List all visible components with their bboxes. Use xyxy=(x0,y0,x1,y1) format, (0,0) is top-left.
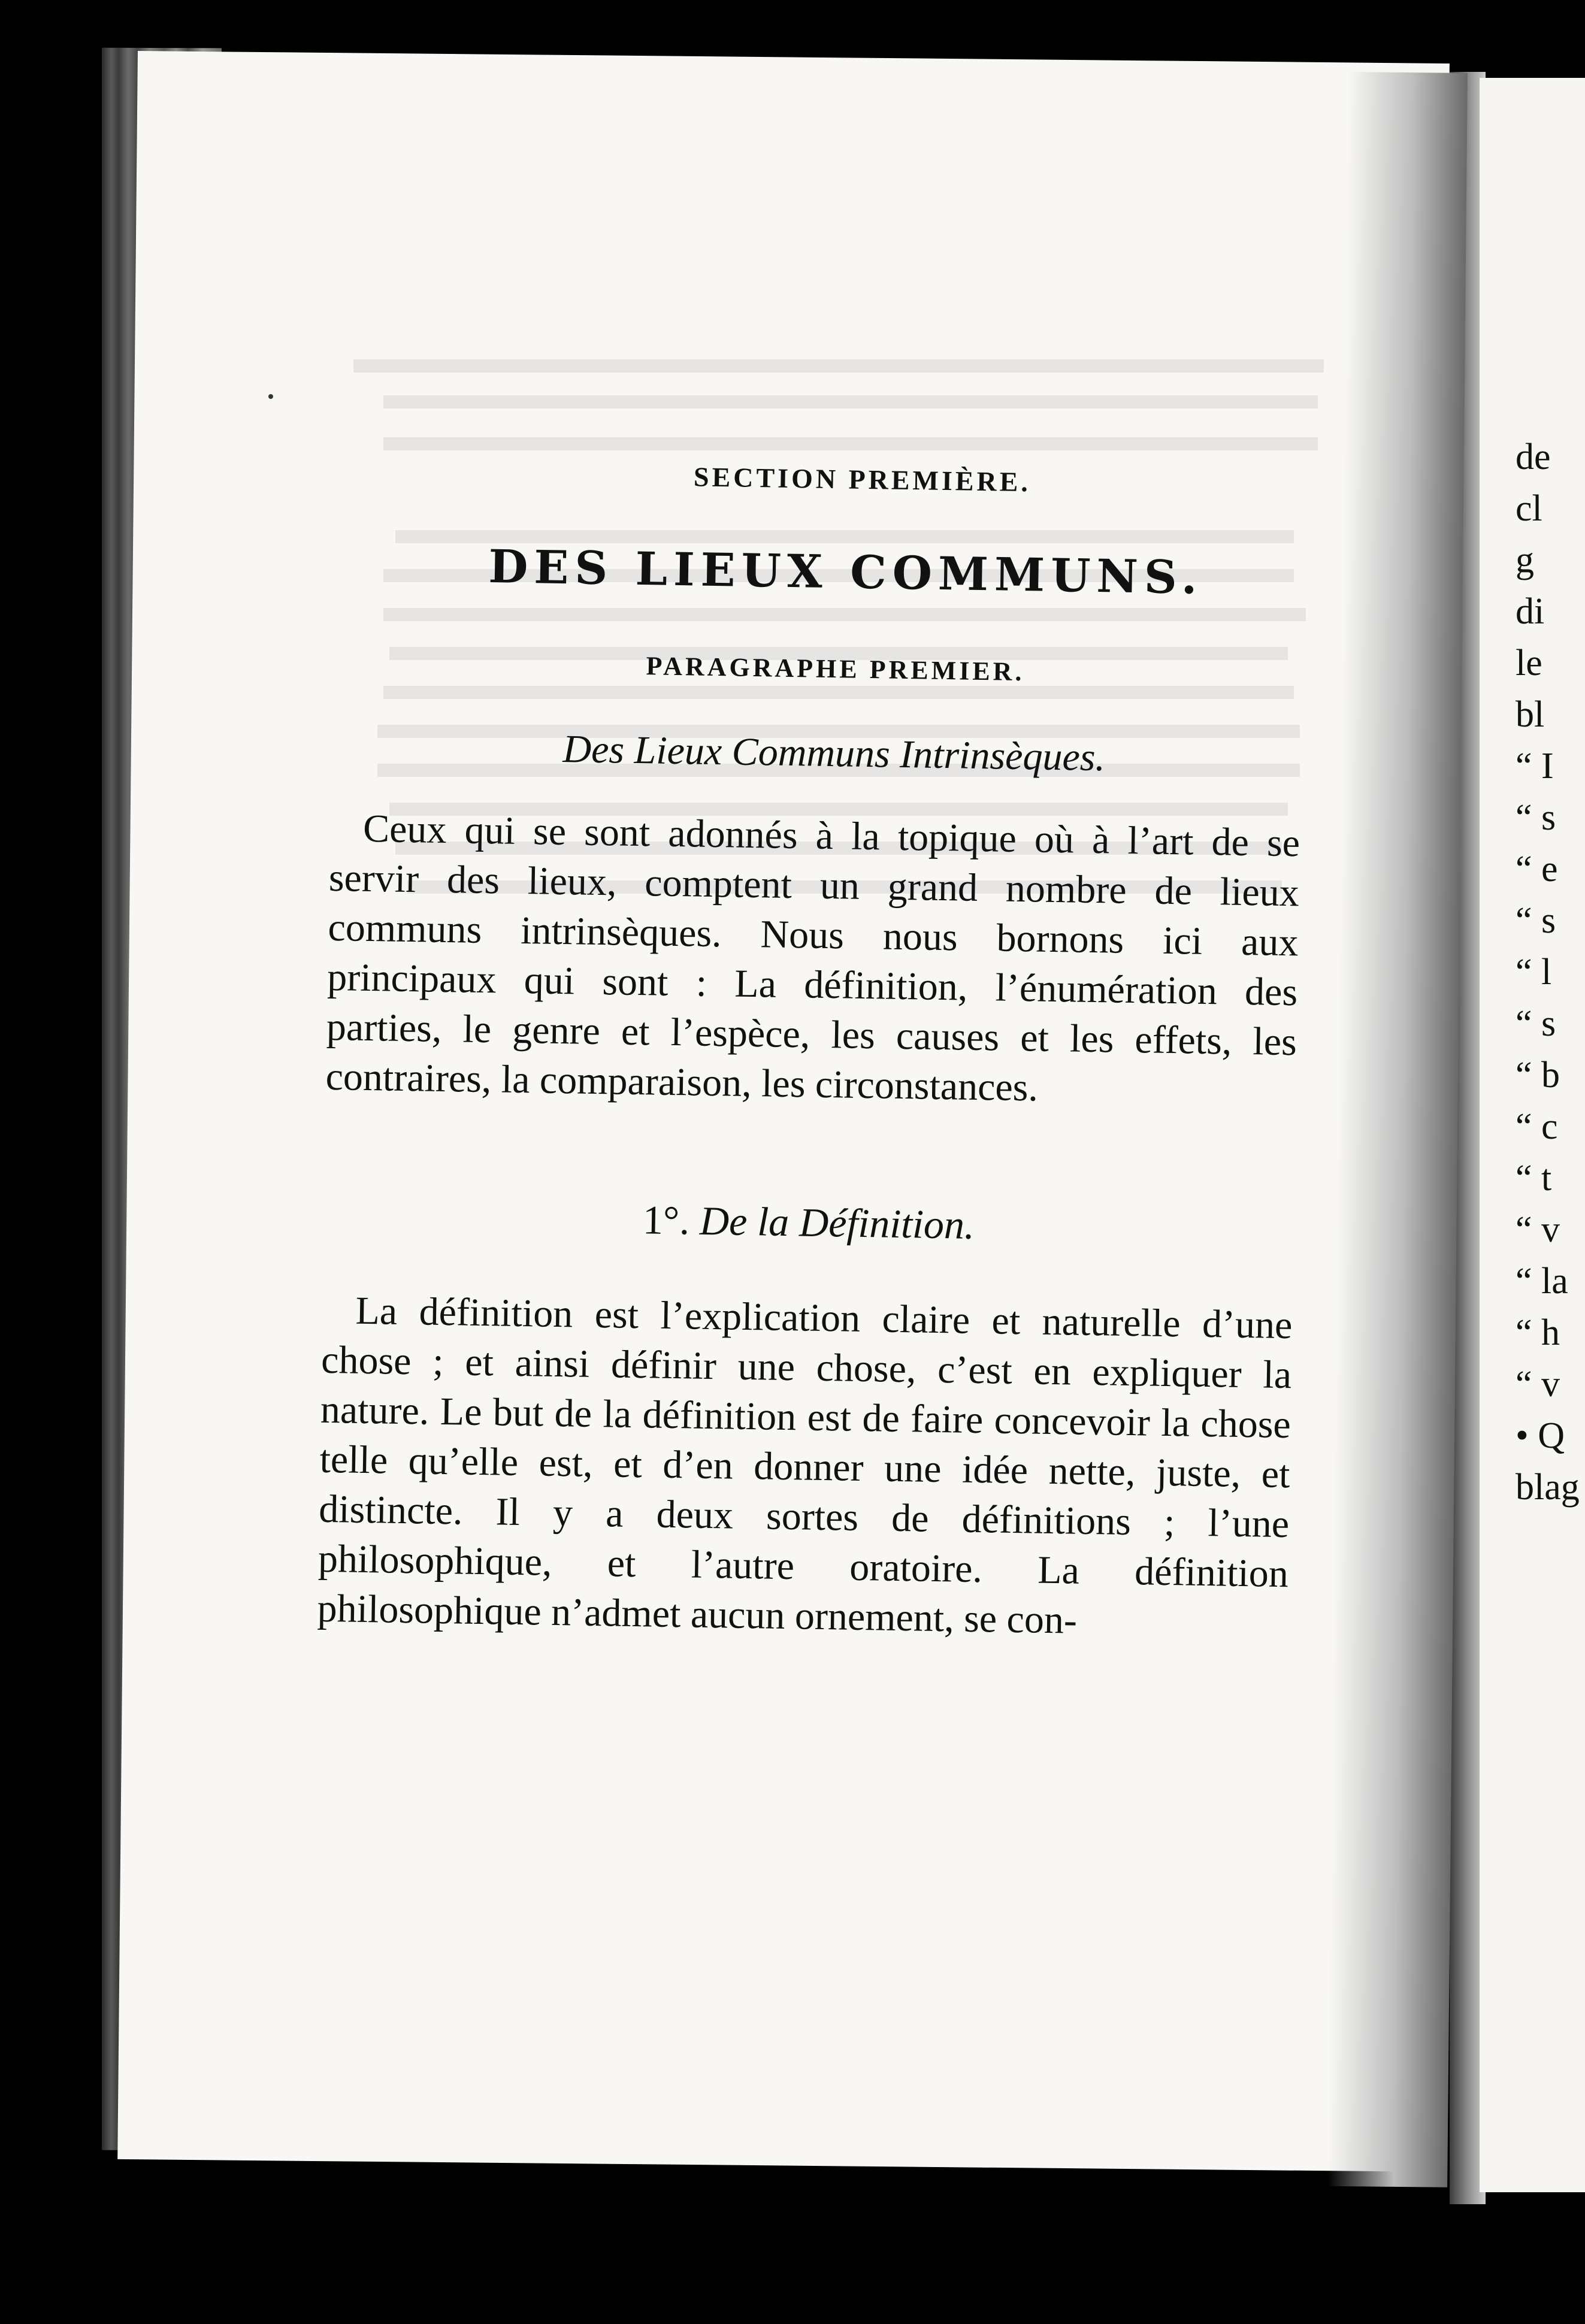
subheading-number: 1°. xyxy=(642,1197,690,1243)
body-paragraph-2: La définition est l’explication claire et naturelle d’une chose ; et ainsi définir une chose, c’est en expliquer la nature. Le but de la définition est de faire concevoir la chose telle qu’elle est, et d’en donner une idée nette, juste, et distincte. Il y a deux sortes de définitions ; l’une philosophique, et l’autre oratoire. La définition philosophique n’admet aucun ornement, se con- xyxy=(317,1288,1293,1642)
right-page-text-fragments xyxy=(1516,431,1585,1513)
page-title: DES LIEUX COMMUNS. xyxy=(488,540,1204,604)
section-label: SECTION PREMIÈRE. xyxy=(693,461,1032,498)
right-page-fragment: “ h xyxy=(1516,1312,1560,1353)
right-page-fragment: “ b xyxy=(1516,1055,1560,1096)
body-paragraph-1: Ceux qui se sont adonnés à la topique où à l’art de se servir des lieux, comptent un grand nombre de lieux communs intrinsèques. Nous nous bornons ici aux principaux qui sont : La définition, l’énumération des parties, le genre et l’espèce, les causes et les effets, les contraires, la comparaison, les circonstances. xyxy=(325,806,1300,1110)
page-text xyxy=(317,455,1306,1648)
right-page-fragment: di xyxy=(1516,591,1545,632)
right-page-fragment: “ la xyxy=(1516,1261,1568,1302)
right-page-fragment: “ s xyxy=(1516,797,1556,838)
right-page-fragment: bl xyxy=(1516,694,1545,735)
right-page-fragment: “ v xyxy=(1516,1209,1560,1250)
right-page-fragment: “ t xyxy=(1516,1158,1552,1199)
right-page-fragment: cl xyxy=(1516,488,1542,529)
paragraph-label: PARAGRAPHE PREMIER. xyxy=(646,651,1025,687)
right-page-fragment: • Q xyxy=(1516,1415,1565,1456)
subheading-definition xyxy=(323,1191,1294,1254)
right-page-fragment: “ s xyxy=(1516,1003,1556,1044)
right-page-fragment: de xyxy=(1516,437,1551,477)
right-page-fragment: blag xyxy=(1516,1467,1580,1508)
right-page-fragment: “ c xyxy=(1516,1106,1558,1147)
right-page-fragment: le xyxy=(1516,643,1542,683)
right-page-fragment: “ s xyxy=(1516,900,1556,941)
page-edge-shadow xyxy=(1327,72,1468,2187)
right-page-fragment: “ e xyxy=(1516,849,1558,889)
subheading-label: De la Définition. xyxy=(699,1197,975,1248)
right-page-fragment: “ l xyxy=(1516,952,1552,992)
right-page-fragment: “ v xyxy=(1516,1364,1560,1405)
right-page-fragment: g xyxy=(1516,540,1534,580)
subtitle: Des Lieux Communs Intrinsèques. xyxy=(562,727,1106,780)
speck xyxy=(268,394,273,399)
right-page-fragment: “ I xyxy=(1516,746,1554,786)
